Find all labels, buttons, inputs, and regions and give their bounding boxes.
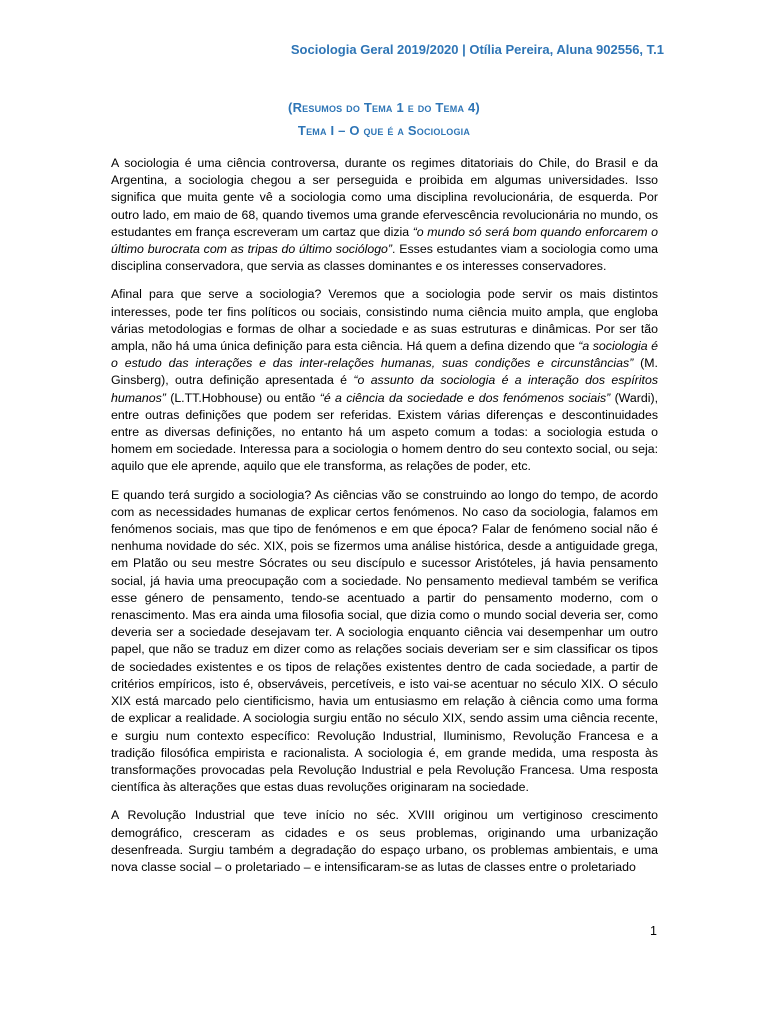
paragraph-4: A Revolução Industrial que teve início no séc. XVIII originou um vertiginoso crescimento demográfico, cresceram as cidades e os seus problemas, originando uma urbanização desenfreada. Surgiu também a degradação do espaço urbano, os problemas ambientais, e uma nova classe social – o proletariado – e intensificaram-se as lutas de classes entre o proletariado xyxy=(111,808,658,874)
document-body xyxy=(111,155,658,887)
page-header: Sociologia Geral 2019/2020 | Otília Pereira, Aluna 902556, T.1 xyxy=(290,42,664,57)
quotation: “a sociologia é o estudo das interações e das inter-relações humanas, suas condições e circunstâncias” xyxy=(111,339,658,371)
title-block xyxy=(0,100,768,138)
paragraph-text: (L.TT.Hobhouse) ou então xyxy=(165,390,320,405)
page-number: 1 xyxy=(650,924,657,938)
paragraph-3: E quando terá surgido a sociologia? As ciências vão se construindo ao longo do tempo, de acordo com as necessidades humanas de explicar certos fenómenos. No caso da sociologia, falamos em fenómenos sociais, mas que tipo de fenómenos e em que época? Falar de fenómeno social não é nenhuma novidade do séc. XIX, pois se fizermos uma análise histórica, desde a antiguidade grega, em Platão ou seu mestre Sócrates ou seu discípulo e sucessor Aristóteles, já havia pensamento social, já havia uma preocupação com a sociedade. No pensamento medieval também se verifica esse género de pensamento, tendo-se acentuado a partir do pensamento moderno, com o renascimento. Mas era ainda uma filosofia social, que dizia como o mundo social deveria ser, como deveria ser a sociedade desejavam ter. A sociologia enquanto ciência vai desempenhar um outro papel, que não se traduz em dizer como as relações sociais deveriam ser e sim classificar os tipos de sociedades existentes e os tipos de relações existentes dentro de cada sociedade, a partir de critérios empíricos, isto é, observáveis, percetíveis, e isto vai-se acentuar no século XIX. O século XIX está marcado pelo cientificismo, havia um entusiasmo em relação à ciência como uma forma de explicar a realidade. A sociologia surgiu então no século XIX, sendo assim uma ciência recente, e surgiu num contexto específico: Revolução Industrial, Iluminismo, Revolução Francesa e a tradição filosófica empirista e racionalista. A sociologia é, em grande medida, uma resposta às transformações provocadas pela Revolução Industrial e pela Revolução Francesa. Uma resposta científica às alterações que estas duas revoluções originaram na sociedade. xyxy=(111,487,658,795)
quotation: “é a ciência da sociedade e dos fenómenos sociais” xyxy=(319,390,611,405)
paragraph-text: (Wardi), entre outras definições que podem ser referidas. Existem várias diferenças e descontinuidades entre as diversas definições, no entanto há um aspeto comum a todas: a sociologia estuda o homem em sociedade. Interessa para a sociologia o homem dentro do seu contexto social, ou seja: aquilo que ele aprende, aquilo que ele transforma, as relações de poder, etc. xyxy=(111,390,658,474)
quotation: “o assunto da sociologia é a interação dos espíritos humanos” xyxy=(111,373,658,405)
paragraph-text: A sociologia é uma ciência controversa, durante os regimes ditatoriais do Chile, do Brasil e da Argentina, a sociologia chegou a ser perseguida e proibida em algumas universidades. Isso significa que muita gente vê a sociologia como uma disciplina revolucionária, de esquerda. Por outro lado, em maio de 68, quando tivemos uma grande efervescência revolucionária no mundo, os estudantes em frança escreveram um cartaz que dizia xyxy=(111,156,658,239)
paragraph-text: . Esses estudantes viam a sociologia como uma disciplina conservadora, que servia as classes dominantes e os interesses conservadores. xyxy=(111,242,659,274)
topic-title: Tema I – O que é a Sociologia xyxy=(297,123,471,138)
summary-title: (Resumos do Tema 1 e do Tema 4) xyxy=(288,100,480,115)
paragraph-2 xyxy=(111,286,658,475)
paragraph-1 xyxy=(111,155,658,275)
paragraph-text: (M. Ginsberg), outra definição apresentada é xyxy=(111,356,658,388)
quotation: “o mundo só será bom quando enforcarem o último burocrata com as tripas do último sociólogo” xyxy=(111,224,658,257)
paragraph-text: Afinal para que serve a sociologia? Veremos que a sociologia pode servir os mais distintos interesses, pode ter fins políticos ou sociais, consistindo numa ciência muito ampla, que engloba várias metodologias e formas de olhar a sociedade e as suas estruturas e dinâmicas. Por ser tão ampla, não há uma única definição para esta ciência. Há quem a defina dizendo que xyxy=(111,287,658,354)
